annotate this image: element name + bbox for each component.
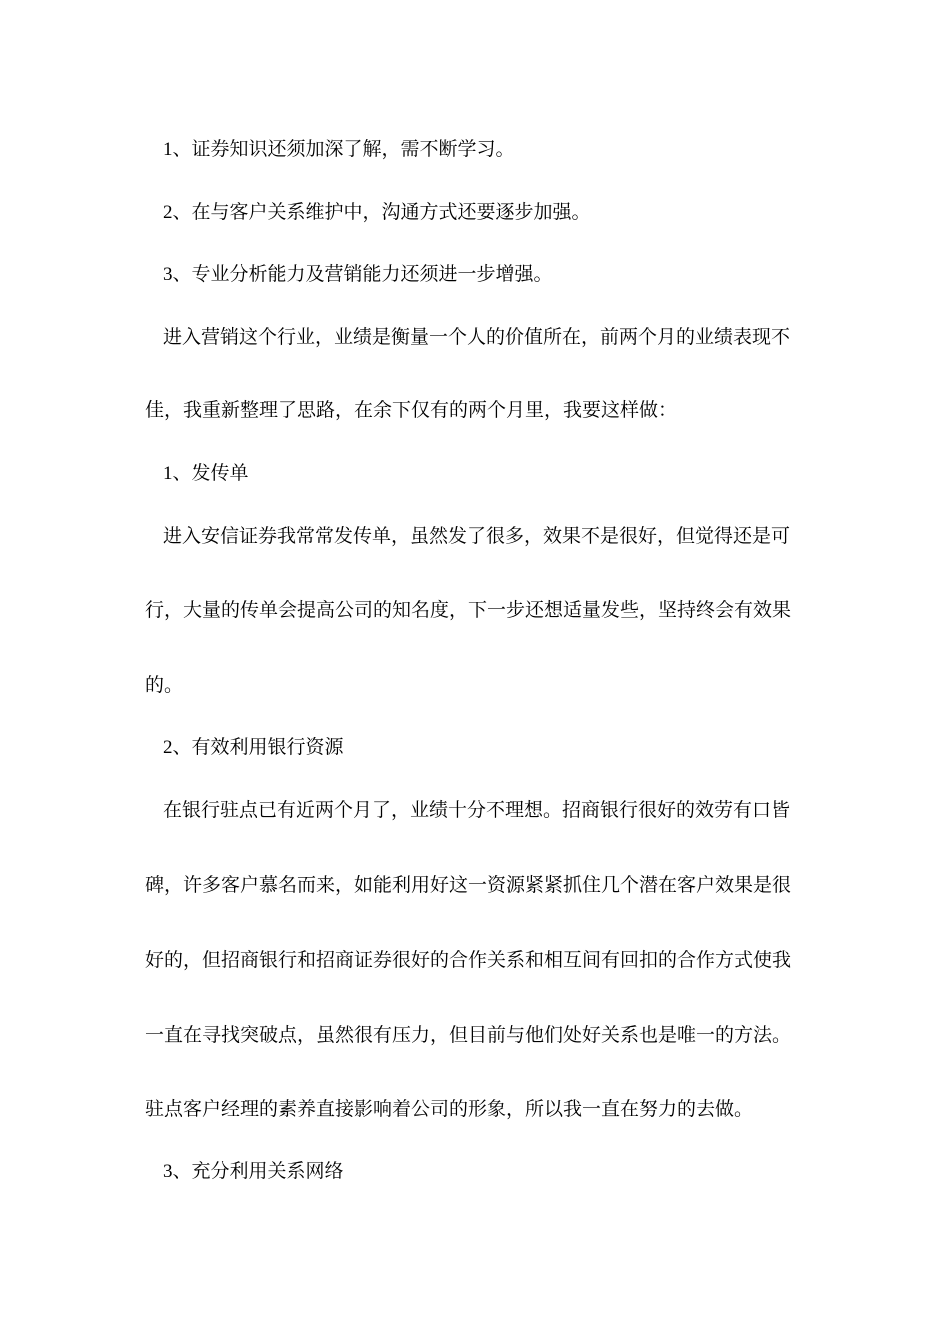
improvement-item-3: 3、专业分析能力及营销能力还须进一步增强。 [163, 264, 553, 285]
paragraph-line: 一直在寻找突破点，虽然很有压力，但目前与他们处好关系也是唯一的方法。 [145, 1025, 792, 1046]
section-heading: 2、有效利用银行资源 [163, 737, 344, 758]
paragraph-line: 碑，许多客户慕名而来，如能利用好这一资源紧紧抓住几个潜在客户效果是很 [145, 875, 792, 896]
paragraph-line: 佳，我重新整理了思路，在余下仅有的两个月里，我要这样做： [145, 400, 678, 421]
paragraph-line: 行，大量的传单会提高公司的知名度，下一步还想适量发些，坚持终会有效果 [145, 600, 792, 621]
paragraph-line: 进入营销这个行业，业绩是衡量一个人的价值所在，前两个月的业绩表现不 [163, 327, 791, 348]
improvement-item-2: 2、在与客户关系维护中，沟通方式还要逐步加强。 [163, 202, 591, 223]
improvement-item-1: 1、证券知识还须加深了解，需不断学习。 [163, 139, 515, 160]
closing-paragraph: 驻点客户经理的素养直接影响着公司的形象，所以我一直在努力的去做。 [145, 1099, 754, 1120]
section-heading: 3、充分利用关系网络 [163, 1161, 344, 1182]
paragraph-line: 的。 [145, 675, 184, 696]
section-heading: 1、发传单 [163, 463, 249, 484]
paragraph-line: 在银行驻点已有近两个月了，业绩十分不理想。招商银行很好的效劳有口皆 [163, 800, 791, 821]
paragraph-line: 好的，但招商银行和招商证券很好的合作关系和相互间有回扣的合作方式使我 [145, 950, 792, 971]
paragraph-line: 进入安信证券我常常发传单，虽然发了很多，效果不是很好，但觉得还是可 [163, 526, 791, 547]
